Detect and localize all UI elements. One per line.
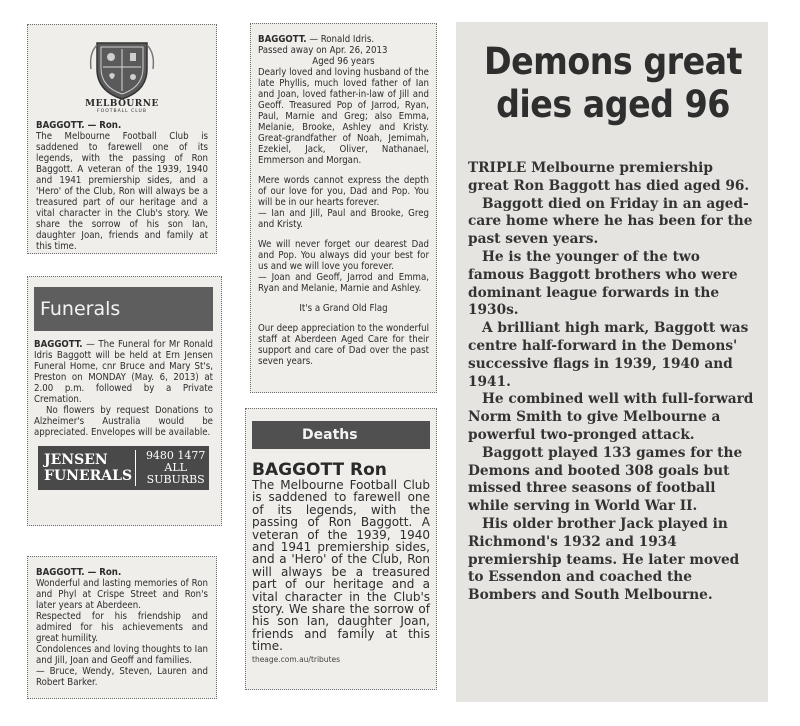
article-para-3: He is the younger of the two famous Baggott brothers who were dominant league forwards in the 1930s. xyxy=(468,248,738,319)
crest-caption: MELBOURNE xyxy=(85,99,159,109)
barker-notice-clipping xyxy=(27,556,217,699)
family-para-1: Dearly loved and loving husband of the late Phyllis, much loved father of Ian and Joan, loved father-in-law of Jill and Geoff. Treasured Pop of Jarrod, Ryan, Paul, Marnie and Greg; also Emma, Melanie, Brooke, Ashley and Kristy. Great-grandfather of Noah, Jemimah, Ezekiel, Jack, Oliver, Nathanael, Emmerson and Morgan. xyxy=(258,67,429,166)
deaths-name: BAGGOTT Ron xyxy=(252,460,387,480)
notice-para-1: Wonderful and lasting memories of Ron and Phyl at Crispe Street and Ron's later years at Aberdeen. xyxy=(36,578,208,611)
jensen-funerals-ad xyxy=(38,446,209,490)
ad-name-1: JENSEN xyxy=(44,452,108,468)
article-para-5: He combined well with full-forward Norm Smith to give Melbourne a powerful two-pronged attack. xyxy=(468,391,754,443)
family-para-5: Our deep appreciation to the wonderful staff at Aberdeen Aged Care for their support and care of Dad over the past seven years. xyxy=(258,323,429,367)
funeral-text: — The Funeral for Mr Ronald Idris Baggott will be held at Ern Jensen Funeral Home, cnr Bruce and Mary St's, Preston on MONDAY (May. 6, 2013) at 2.00 p.m. followed by a Private Cremation. xyxy=(34,339,213,405)
notice-text: The Melbourne Football Club is saddened to farewell one of its legends, with the passing of Ron Baggott. A veteran of the 1939, 1940 and 1941 premiership sides, and a 'Hero' of the Club, Ron will always be a treasured part of our heritage and a vital character in the Club's story. We share the sorrow of his son Ian, daughter Joan, friends and family at this time. xyxy=(36,131,208,252)
club-notice-clipping xyxy=(27,24,217,254)
family-para-2-sign: — Ian and Jill, Paul and Brooke, Greg and Kristy. xyxy=(258,208,429,230)
family-para-3: We will never forget our dearest Dad and Pop. You always did your best for us and we will love you forever. xyxy=(258,239,429,272)
article-para-7: His older brother Jack played in Richmond's 1932 and 1934 premiership teams. He later moved to Essendon and coached the Bombers and South Melbourne. xyxy=(468,515,740,604)
ad-name-2: FUNERALS xyxy=(44,468,133,484)
notice-para-2: Respected for his friendship and admired for his achievements and great humility. xyxy=(36,611,208,644)
article-para-4: A brilliant high mark, Baggott was centre half-forward in the Demons' successive flags in 1939, 1940 and 1941. xyxy=(468,320,749,390)
family-para-4: It's a Grand Old Flag xyxy=(299,303,388,314)
family-notice-clipping xyxy=(250,23,437,393)
crest-subcaption: FOOTBALL CLUB xyxy=(97,109,147,114)
deaths-clipping xyxy=(245,408,437,690)
article-para-6: Baggott played 133 games for the Demons and booted 308 goals but missed three seasons of football while serving in World War II. xyxy=(468,444,743,515)
notice-para-3: Condolences and loving thoughts to Ian and Jill, Joan and Geoff and families. xyxy=(36,644,208,666)
headline-line-1: Demons great xyxy=(483,40,743,83)
funeral-name: BAGGOTT. xyxy=(34,339,83,350)
headline-line-2: dies aged 96 xyxy=(496,83,730,126)
family-passed: Passed away on Apr. 26, 2013 xyxy=(258,45,388,56)
notice-signoff: — Bruce, Wendy, Steven, Lauren and Robert Barker. xyxy=(36,666,208,688)
article-para-2: Baggott died on Friday in an aged-care home where he has been for the past seven years. xyxy=(468,195,753,248)
funerals-clipping xyxy=(27,276,222,526)
deaths-header: Deaths xyxy=(252,421,430,449)
notice-name: BAGGOTT. — Ron. xyxy=(36,120,122,131)
family-para-2: Mere words cannot express the depth of our love for you, Dad and Pop. You will be in our hearts forever. xyxy=(258,175,429,208)
deaths-text: The Melbourne Football Club is saddened to farewell one of its legends, with the passing of Ron Baggott. A veteran of the 1939, 1940 and 1941 premiership sides, and a 'Hero' of the Club, Ron will always be a treasured part of our heritage and a vital character in the Club's story. We share the sorrow of his son Ian, daughter Joan, friends and family at this time. xyxy=(252,478,430,654)
article-headline xyxy=(468,40,758,126)
notice-name: BAGGOTT. — Ron. xyxy=(36,567,122,578)
deaths-source: theage.com.au/tributes xyxy=(252,654,341,664)
family-notice-name-rest: — Ronald Idris. xyxy=(306,34,375,45)
article-para-1: TRIPLE Melbourne premiership great Ron Baggott has died aged 96. xyxy=(468,160,750,194)
family-para-3-sign: — Joan and Geoff, Jarrod and Emma, Ryan and Melanie, Marnie and Ashley. xyxy=(258,272,429,294)
family-notice-name: BAGGOTT. xyxy=(258,34,307,45)
ad-phone: 9480 1477 xyxy=(145,449,206,462)
news-article-clipping xyxy=(456,22,768,702)
funeral-text-2: No flowers by request Donations to Alzheimer's Australia would be appreciated. Envelopes will be available. xyxy=(34,405,213,438)
melbourne-fc-crest-icon xyxy=(87,39,157,101)
ad-area-1: ALL xyxy=(164,461,187,474)
funerals-header: Funerals xyxy=(34,287,213,331)
ad-area-2: SUBURBS xyxy=(146,473,205,486)
family-age: Aged 96 years xyxy=(312,56,375,67)
